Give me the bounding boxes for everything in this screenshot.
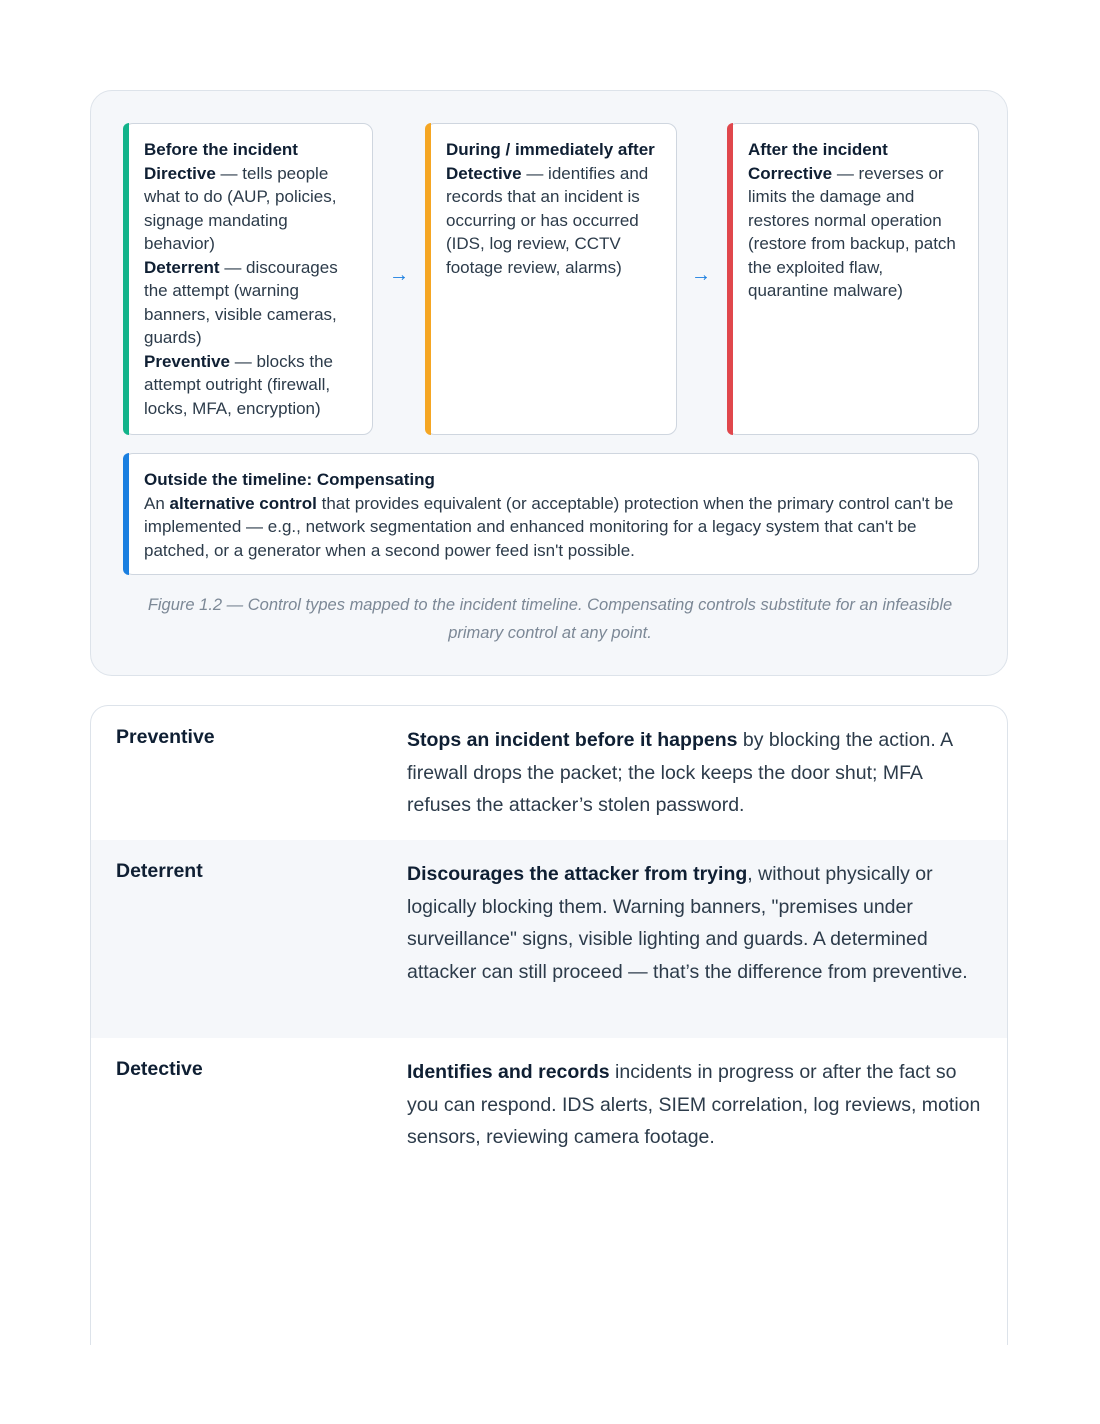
control-detective: [446, 162, 660, 280]
card-during-incident: [425, 123, 677, 435]
control-corrective: [748, 162, 962, 303]
card-title: Before the incident: [144, 140, 298, 159]
compensating-prefix: An: [144, 493, 170, 513]
row-text: incidents in progress or after the fact so you can respond. IDS alerts, SIEM correlation, log reviews, motion sensors, reviewing camera footage.: [407, 1061, 981, 1148]
row-term: Preventive: [116, 726, 215, 748]
control-term: Corrective: [748, 163, 833, 183]
control-deterrent: [144, 256, 356, 350]
card-compensating: [123, 453, 979, 575]
card-title: Outside the timeline: Compensating: [144, 470, 435, 489]
control-term: Directive: [144, 163, 216, 183]
control-description: — identifies and records that an incident is occurring or has occurred (IDS, log review, CCTV footage review, alarms): [446, 163, 649, 277]
control-timeline-figure: [90, 90, 1008, 676]
control-description: — discourages the attempt (warning banners, visible cameras, guards): [144, 257, 338, 347]
control-description: — tells people what to do (AUP, policies, signage mandating behavior): [144, 163, 337, 253]
card-title: After the incident: [748, 140, 888, 159]
row-lead: Discourages the attacker from trying: [407, 863, 748, 885]
control-description: that provides equivalent (or acceptable) protection when the primary control can't be implemented — e.g., network segmentation and enhanced monitoring for a legacy system that can't be patched, or a generator when a second power feed isn't possible.: [144, 493, 954, 560]
control-term: alternative control: [169, 493, 317, 513]
row-term: Detective: [116, 1058, 203, 1080]
arrow-right-icon: →: [389, 264, 409, 286]
row-description: [407, 724, 983, 822]
control-types-table: [90, 705, 1008, 1345]
control-term: Detective: [446, 163, 522, 183]
control-directive: [144, 162, 356, 256]
card-after-incident: [727, 123, 979, 435]
row-description: [407, 858, 983, 988]
control-term: Deterrent: [144, 257, 220, 277]
control-description: — reverses or limits the damage and restores normal operation (restore from backup, patch the exploited flaw, quarantine malware): [748, 163, 956, 300]
control-term: Preventive: [144, 351, 230, 371]
table-row: [91, 706, 1007, 840]
table-row: [91, 1038, 1007, 1344]
card-title: During / immediately after: [446, 140, 655, 159]
control-preventive: [144, 350, 356, 421]
row-description: [407, 1056, 983, 1154]
row-text: by blocking the action. A firewall drops the packet; the lock keeps the door shut; MFA refuses the attacker’s stolen password.: [407, 729, 953, 816]
control-description: — blocks the attempt outright (firewall, locks, MFA, encryption): [144, 351, 333, 418]
row-lead: Identifies and records: [407, 1061, 610, 1083]
row-term: Deterrent: [116, 860, 203, 882]
table-row: [91, 840, 1007, 1038]
row-lead: Stops an incident before it happens: [407, 729, 738, 751]
compensating-description: [144, 492, 962, 563]
figure-caption: Figure 1.2 — Control types mapped to the incident timeline. Compensating controls substitute for an infeasible primary control at any point.: [147, 596, 953, 642]
row-text: , without physically or logically blocking them. Warning banners, "premises under surveillance" signs, visible lighting and guards. A determined attacker can still proceed — that’s the difference from preventive.: [407, 863, 968, 983]
card-before-incident: [123, 123, 373, 435]
arrow-right-icon: →: [691, 264, 711, 286]
